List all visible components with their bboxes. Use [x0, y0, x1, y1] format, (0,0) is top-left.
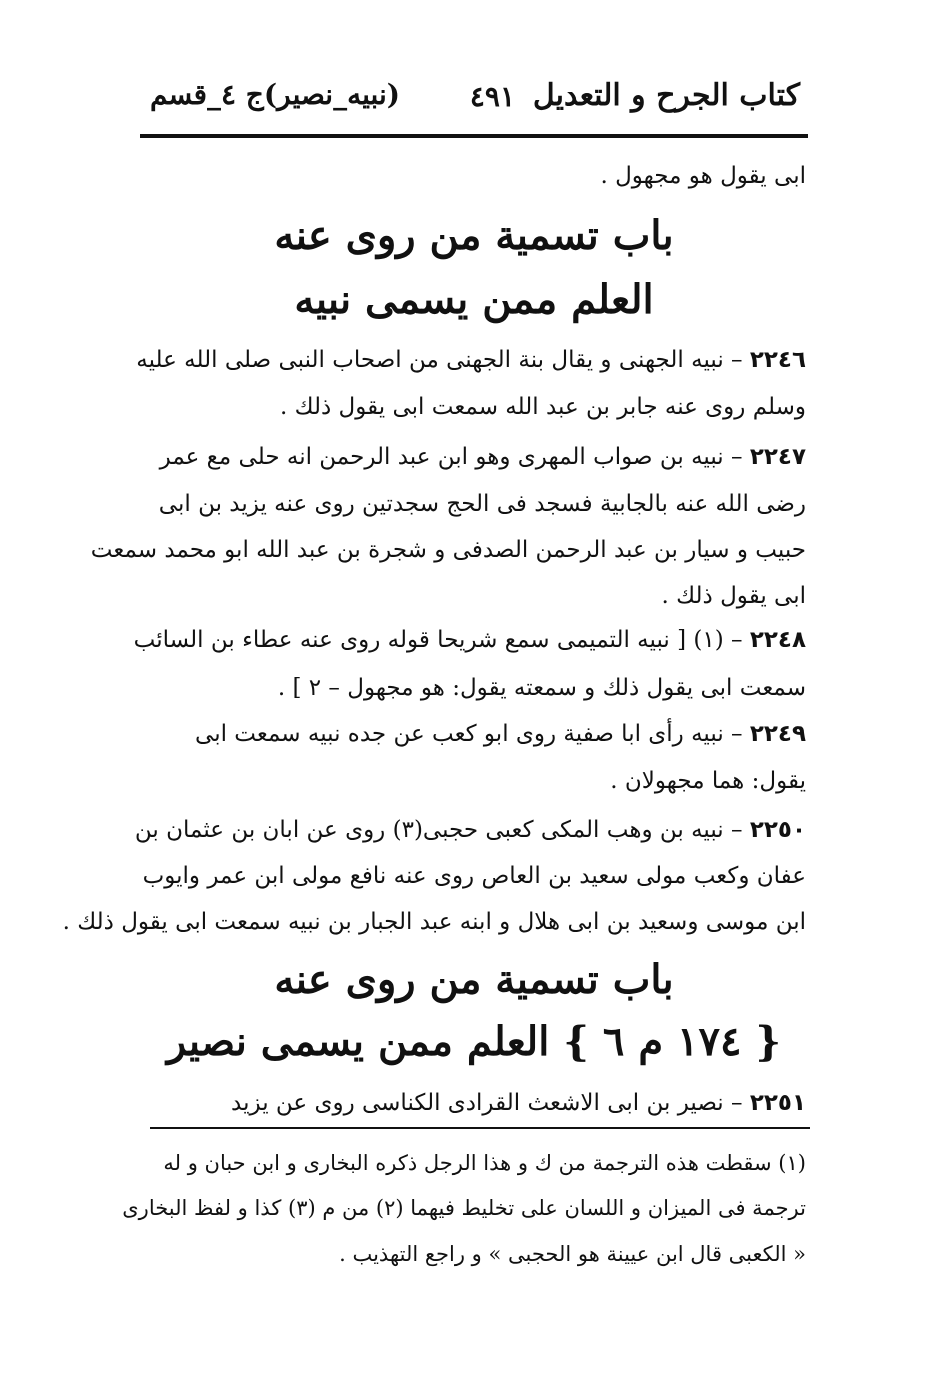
running-header [150, 78, 800, 128]
entry-number: ٢٢٥١ [749, 1090, 806, 1116]
footnote-line-2: ترجمة فى الميزان و اللسان على تخليط فيهما (٢) من م (٣) كذا و لفظ البخارى [122, 1196, 806, 1220]
entry-text: – نبيه الجهنى و يقال بنة الجهنى من اصحاب النبى صلى الله عليه [136, 347, 743, 373]
entry-number: ٢٢٥٠ [749, 817, 806, 843]
entry-2249-line-1 [138, 714, 806, 754]
header-rule [140, 134, 808, 138]
intro-line: ابى يقول هو مجهول . [600, 163, 806, 189]
entry-text: – نبيه رأى ابا صفية روى ابو كعب عن جده نبيه سمعت ابى [195, 721, 743, 747]
entry-number: ٢٢٤٦ [749, 347, 806, 373]
entry-2250-line-2: عفان وكعب مولى سعيد بن العاص روى عنه نافع مولى ابن عمر وايوب [142, 863, 806, 889]
entry-2246-line-1 [138, 340, 806, 380]
entry-2250-line-1 [134, 810, 806, 850]
entry-2249-line-2: يقول: هما مجهولان . [610, 768, 806, 794]
entry-text: – (١) [ نبيه التميمى سمع شريحا قوله روى عنه عطاء بن السائب [133, 627, 743, 653]
entry-2247-line-3: حبيب و سيار بن عبد الرحمن الصدفى و شجرة بن عبد الله ابو محمد سمعت [90, 537, 806, 563]
book-title: كتاب الجرح و التعديل [532, 78, 800, 113]
entry-2246-line-2: وسلم روى عنه جابر بن عبد الله سمعت ابى يقول ذلك . [279, 394, 806, 420]
entry-2247-line-2: رضى الله عنه بالجابية فسجد فى الحج سجدتين روى عنه يزيد بن ابى [158, 491, 806, 517]
entry-number: ٢٢٤٧ [749, 444, 806, 470]
entry-text: – نبيه بن صواب المهرى وهو ابن عبد الرحمن انه حلى مع عمر [159, 444, 743, 470]
entry-text: – نصير بن ابى الاشعث القرادى الكناسى روى عن يزيد [231, 1090, 743, 1116]
section-title-nabih-2: العلم ممن يسمى نبيه [294, 276, 654, 323]
entry-2248-line-1 [133, 620, 806, 660]
entry-number: ٢٢٤٨ [749, 627, 806, 653]
entry-number: ٢٢٤٩ [749, 721, 806, 747]
footnote-line-1: (١) سقطت هذه الترجمة من ك و هذا الرجل ذكره البخارى و ابن حبان و له [163, 1151, 806, 1175]
entry-2250-line-3: ابن موسى وسعيد بن ابى هلال و ابنه عبد الجبار بن نبيه سمعت ابى يقول ذلك . [62, 909, 806, 935]
page-number: ٤٩١ [469, 80, 515, 113]
volume-label: (نبيه_نصير)ج ٤_قسم [150, 78, 401, 111]
entry-2251-line-1 [138, 1083, 806, 1123]
entry-2247-line-4: ابى يقول ذلك . [661, 583, 806, 609]
entry-text: – نبيه بن وهب المكى كعبى حجبى(٣) روى عن ابان بن عثمان بن [134, 817, 743, 843]
footnote-rule [150, 1127, 810, 1129]
footnote-line-3: « الكعبى قال ابن عيينة هو الحجبى » و راجع التهذيب . [339, 1242, 806, 1266]
entry-2247-line-1 [138, 437, 806, 477]
section-title-nasir-2: { ١٧٤ م ٦ } العلم ممن يسمى نصير [166, 1018, 782, 1065]
section-title-nabih-1: باب تسمية من روى عنه [274, 212, 674, 259]
section-title-nasir-1: باب تسمية من روى عنه [274, 956, 674, 1003]
entry-2248-line-2: سمعت ابى يقول ذلك و سمعته يقول: هو مجهول – ٢ ] . [277, 675, 806, 701]
